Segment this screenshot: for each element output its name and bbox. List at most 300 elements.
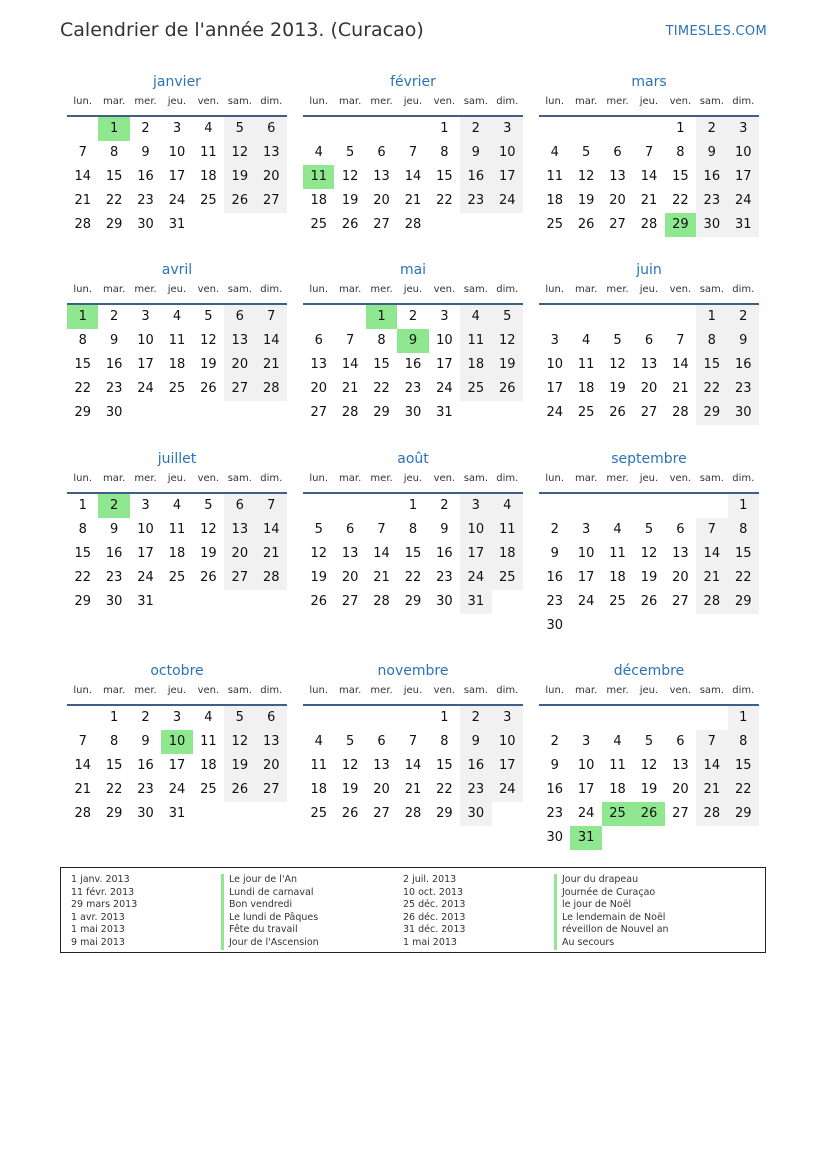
day-cell: 3 (172, 710, 182, 725)
day-cell: 16 (460, 754, 491, 778)
day-cell: 5 (644, 734, 654, 749)
month-11 (539, 661, 759, 850)
day-cell: 13 (224, 518, 255, 542)
day-cell: 19 (640, 782, 658, 797)
day-cell: 9 (460, 730, 491, 754)
day-cell: 20 (640, 381, 658, 396)
day-cell: 28 (256, 377, 287, 401)
day-cell: 18 (168, 546, 186, 561)
day-cell: 9 (397, 329, 428, 353)
day-cell: 6 (644, 333, 654, 348)
day-cell: 27 (224, 566, 255, 590)
weekday-label: jeu. (167, 284, 187, 295)
day-cell: 14 (341, 357, 359, 372)
week-row (539, 165, 759, 189)
day-cell: 16 (105, 546, 123, 561)
empty-day-cell (728, 614, 759, 638)
legend-holiday-name: Le lundi de Pâques (229, 911, 319, 923)
month-days (303, 305, 523, 425)
day-cell: 11 (609, 546, 626, 561)
day-cell: 31 (570, 826, 601, 850)
day-cell: 3 (440, 309, 449, 324)
empty-day-cell (602, 826, 633, 850)
day-cell: 15 (436, 758, 453, 773)
week-row (539, 377, 759, 401)
day-cell: 17 (577, 782, 595, 797)
weekday-label: dim. (732, 96, 755, 107)
day-cell: 17 (168, 758, 186, 773)
weekday-label: dim. (260, 96, 283, 107)
weekday-label: ven. (669, 96, 692, 107)
day-cell: 24 (546, 405, 563, 420)
month-10 (303, 661, 523, 826)
legend-holiday-name: Le jour de l'An (229, 874, 298, 885)
empty-day-cell (193, 213, 224, 237)
week-row (303, 401, 523, 425)
day-cell: 3 (141, 498, 150, 513)
weekday-label: ven. (433, 96, 456, 107)
week-row (67, 590, 287, 614)
day-cell: 15 (728, 542, 759, 566)
week-row (539, 778, 759, 802)
week-row (67, 377, 287, 401)
empty-day-cell (334, 117, 365, 141)
day-cell: 18 (546, 193, 563, 208)
empty-day-cell (633, 117, 664, 141)
day-cell: 10 (577, 758, 595, 773)
month-9 (67, 661, 287, 826)
day-cell: 29 (665, 213, 696, 237)
day-cell: 18 (492, 542, 523, 566)
legend-names-right (554, 874, 669, 950)
day-cell: 11 (200, 145, 217, 160)
day-cell: 6 (314, 333, 323, 348)
week-row (539, 518, 759, 542)
day-cell: 15 (74, 357, 91, 372)
month-name: août (397, 451, 429, 467)
day-cell: 7 (408, 734, 418, 749)
day-cell: 6 (676, 734, 685, 749)
weekday-label: ven. (197, 284, 220, 295)
day-cell: 3 (728, 117, 759, 141)
day-cell: 12 (200, 522, 217, 537)
day-cell: 20 (609, 193, 626, 208)
empty-day-cell (303, 706, 334, 730)
day-cell: 22 (696, 377, 727, 401)
empty-day-cell (224, 213, 255, 237)
day-cell: 4 (204, 121, 213, 136)
month-days (539, 117, 759, 237)
empty-day-cell (665, 494, 696, 518)
day-cell: 11 (492, 518, 523, 542)
day-cell: 26 (609, 405, 626, 420)
day-cell: 17 (728, 165, 759, 189)
day-cell: 27 (373, 217, 390, 232)
weekday-label: mer. (134, 685, 157, 696)
day-cell: 6 (377, 145, 386, 160)
empty-day-cell (256, 401, 287, 425)
weekday-label: ven. (197, 96, 220, 107)
week-row (67, 566, 287, 590)
day-cell: 16 (436, 546, 453, 561)
month-0 (67, 72, 287, 237)
day-cell: 15 (672, 169, 689, 184)
month-days (303, 117, 523, 237)
day-cell: 31 (168, 806, 186, 821)
week-row (303, 778, 523, 802)
day-cell: 17 (492, 165, 523, 189)
weekday-label: mer. (134, 284, 157, 295)
day-cell: 21 (640, 193, 658, 208)
empty-day-cell (570, 305, 601, 329)
day-cell: 26 (224, 778, 255, 802)
day-cell: 21 (373, 570, 390, 585)
day-cell: 5 (644, 522, 654, 537)
weekday-label: dim. (496, 685, 519, 696)
day-cell: 1 (67, 305, 98, 329)
month-name: septembre (611, 451, 687, 467)
day-cell: 23 (546, 594, 563, 609)
week-row (67, 706, 287, 730)
weekday-label: lun. (73, 473, 93, 484)
week-row (539, 141, 759, 165)
empty-day-cell (492, 590, 523, 614)
day-cell: 5 (314, 522, 323, 537)
weekday-label: jeu. (167, 96, 187, 107)
week-row (67, 542, 287, 566)
week-row (303, 730, 523, 754)
empty-day-cell (334, 494, 365, 518)
week-row (67, 189, 287, 213)
week-row (539, 401, 759, 425)
day-cell: 16 (546, 782, 563, 797)
empty-day-cell (460, 213, 491, 237)
day-cell: 27 (310, 405, 327, 420)
day-cell: 11 (168, 333, 186, 348)
weekday-label: mer. (370, 473, 393, 484)
day-cell: 3 (460, 494, 491, 518)
month-name: juin (636, 262, 662, 278)
month-name: décembre (613, 663, 685, 679)
legend-holiday-name: Lundi de carnaval (229, 886, 314, 898)
weekday-label: mer. (606, 685, 629, 696)
empty-day-cell (193, 590, 224, 614)
empty-day-cell (429, 213, 460, 237)
week-row (67, 117, 287, 141)
day-cell: 3 (550, 333, 559, 348)
month-days (303, 706, 523, 826)
month-name: février (390, 74, 436, 90)
day-cell: 26 (492, 377, 523, 401)
empty-day-cell (161, 590, 192, 614)
day-cell: 30 (728, 401, 759, 425)
day-cell: 8 (377, 333, 386, 348)
empty-day-cell (366, 706, 397, 730)
day-cell: 28 (74, 217, 91, 232)
day-cell: 12 (640, 546, 658, 561)
day-cell: 23 (546, 806, 563, 821)
day-cell: 16 (105, 357, 123, 372)
day-cell: 23 (137, 193, 154, 208)
week-row (303, 518, 523, 542)
day-cell: 8 (728, 518, 759, 542)
weekday-label: jeu. (639, 284, 659, 295)
day-cell: 17 (436, 357, 453, 372)
day-cell: 24 (168, 193, 186, 208)
weekday-header (539, 473, 759, 494)
empty-day-cell (303, 494, 334, 518)
weekday-label: sam. (463, 473, 488, 484)
day-cell: 12 (341, 169, 359, 184)
weekday-label: mar. (339, 473, 362, 484)
day-cell: 7 (256, 494, 287, 518)
week-row (303, 165, 523, 189)
day-cell: 4 (550, 145, 559, 160)
weekday-header (539, 284, 759, 305)
day-cell: 10 (728, 141, 759, 165)
day-cell: 2 (440, 498, 449, 513)
day-cell: 21 (256, 353, 287, 377)
day-cell: 12 (640, 758, 658, 773)
day-cell: 2 (460, 117, 491, 141)
day-cell: 6 (256, 706, 287, 730)
weekday-label: sam. (227, 96, 252, 107)
weekday-label: jeu. (167, 473, 187, 484)
weekday-label: mer. (606, 96, 629, 107)
weekday-header (67, 685, 287, 706)
day-cell: 3 (492, 117, 523, 141)
day-cell: 18 (609, 570, 626, 585)
day-cell: 26 (200, 570, 217, 585)
day-cell: 14 (696, 542, 727, 566)
weekday-label: mer. (370, 284, 393, 295)
day-cell: 12 (310, 546, 327, 561)
day-cell: 31 (728, 213, 759, 237)
day-cell: 23 (404, 381, 422, 396)
weekday-label: lun. (545, 473, 565, 484)
day-cell: 7 (644, 145, 654, 160)
legend-dates-right (403, 874, 465, 950)
empty-day-cell (303, 305, 334, 329)
day-cell: 5 (492, 305, 523, 329)
day-cell: 6 (613, 145, 622, 160)
week-row (303, 590, 523, 614)
day-cell: 8 (78, 522, 87, 537)
day-cell: 21 (341, 381, 359, 396)
day-cell: 26 (633, 802, 664, 826)
month-days (303, 494, 523, 614)
day-cell: 14 (672, 357, 689, 372)
day-cell: 10 (137, 333, 154, 348)
empty-day-cell (334, 305, 365, 329)
day-cell: 19 (609, 381, 626, 396)
weekday-label: sam. (463, 284, 488, 295)
day-cell: 18 (460, 353, 491, 377)
day-cell: 7 (696, 730, 727, 754)
weekday-label: sam. (227, 473, 252, 484)
day-cell: 8 (676, 145, 685, 160)
day-cell: 7 (78, 145, 87, 160)
day-cell: 1 (78, 498, 87, 513)
day-cell: 26 (224, 189, 255, 213)
empty-day-cell (224, 802, 255, 826)
day-cell: 3 (581, 522, 591, 537)
day-cell: 13 (341, 546, 359, 561)
day-cell: 22 (436, 782, 453, 797)
weekday-label: dim. (732, 473, 755, 484)
month-2 (539, 72, 759, 237)
week-row (303, 566, 523, 590)
day-cell: 8 (408, 522, 418, 537)
day-cell: 28 (404, 806, 422, 821)
day-cell: 4 (172, 309, 182, 324)
day-cell: 4 (172, 498, 182, 513)
day-cell: 28 (404, 217, 422, 232)
weekday-label: sam. (699, 96, 724, 107)
weekday-label: dim. (260, 473, 283, 484)
empty-day-cell (602, 706, 633, 730)
day-cell: 20 (224, 353, 255, 377)
day-cell: 12 (609, 357, 626, 372)
day-cell: 25 (168, 570, 186, 585)
day-cell: 9 (440, 522, 449, 537)
empty-day-cell (633, 494, 664, 518)
empty-day-cell (570, 117, 601, 141)
empty-day-cell (570, 494, 601, 518)
empty-day-cell (130, 401, 161, 425)
day-cell: 7 (408, 145, 418, 160)
empty-day-cell (539, 117, 570, 141)
day-cell: 19 (200, 546, 217, 561)
weekday-label: mar. (103, 284, 126, 295)
weekday-label: dim. (496, 96, 519, 107)
day-cell: 11 (168, 522, 186, 537)
day-cell: 20 (256, 754, 287, 778)
legend-holiday-name: le jour de Noël (562, 899, 632, 911)
day-cell: 20 (224, 542, 255, 566)
day-cell: 9 (109, 333, 119, 348)
day-cell: 14 (696, 754, 727, 778)
day-cell: 30 (404, 405, 422, 420)
legend-date: 31 déc. 2013 (403, 924, 466, 936)
week-row (303, 189, 523, 213)
weekday-label: mar. (575, 473, 598, 484)
week-row (67, 802, 287, 826)
day-cell: 11 (609, 758, 626, 773)
weekday-label: dim. (732, 284, 755, 295)
day-cell: 27 (341, 594, 359, 609)
empty-day-cell (602, 117, 633, 141)
empty-day-cell (67, 706, 98, 730)
day-cell: 12 (224, 730, 255, 754)
month-days (539, 305, 759, 425)
day-cell: 8 (440, 734, 449, 749)
legend-holiday-name: Journée de Curaçao (562, 886, 656, 898)
legend-holiday-name: Jour de l'Ascension (229, 936, 319, 948)
weekday-label: ven. (669, 284, 692, 295)
day-cell: 13 (609, 169, 626, 184)
day-cell: 2 (550, 734, 559, 749)
day-cell: 21 (696, 566, 727, 590)
day-cell: 26 (577, 217, 595, 232)
day-cell: 6 (256, 117, 287, 141)
day-cell: 28 (373, 594, 390, 609)
weekday-label: dim. (260, 284, 283, 295)
day-cell: 30 (546, 830, 563, 845)
day-cell: 30 (137, 806, 154, 821)
weekday-label: mar. (103, 96, 126, 107)
day-cell: 13 (373, 758, 390, 773)
day-cell: 7 (377, 522, 386, 537)
day-cell: 15 (696, 353, 727, 377)
day-cell: 25 (460, 377, 491, 401)
day-cell: 30 (105, 594, 123, 609)
weekday-label: dim. (732, 685, 755, 696)
day-cell: 7 (256, 305, 287, 329)
day-cell: 15 (373, 357, 390, 372)
day-cell: 17 (492, 754, 523, 778)
empty-day-cell (633, 305, 664, 329)
weekday-label: lun. (73, 96, 93, 107)
empty-day-cell (256, 802, 287, 826)
day-cell: 10 (577, 546, 595, 561)
day-cell: 10 (460, 518, 491, 542)
legend-date: 25 déc. 2013 (403, 899, 466, 911)
weekday-label: ven. (669, 685, 692, 696)
week-row (539, 566, 759, 590)
day-cell: 24 (577, 594, 595, 609)
week-row (67, 305, 287, 329)
legend-names-left (221, 874, 319, 950)
empty-day-cell (492, 213, 523, 237)
day-cell: 22 (436, 193, 453, 208)
day-cell: 26 (640, 594, 658, 609)
weekday-label: dim. (496, 284, 519, 295)
day-cell: 21 (256, 542, 287, 566)
day-cell: 7 (676, 333, 685, 348)
month-days (67, 494, 287, 614)
day-cell: 14 (74, 758, 91, 773)
month-name: juillet (157, 451, 197, 467)
week-row (67, 165, 287, 189)
weekday-label: lun. (309, 284, 329, 295)
day-cell: 30 (460, 802, 491, 826)
weekday-label: mar. (575, 685, 598, 696)
day-cell: 14 (74, 169, 91, 184)
day-cell: 9 (728, 329, 759, 353)
day-cell: 22 (728, 778, 759, 802)
day-cell: 25 (168, 381, 186, 396)
day-cell: 27 (256, 189, 287, 213)
empty-day-cell (366, 117, 397, 141)
day-cell: 24 (492, 778, 523, 802)
weekday-label: sam. (463, 685, 488, 696)
month-3 (67, 260, 287, 425)
day-cell: 22 (728, 566, 759, 590)
brand-logo-text[interactable]: TIMESLES.COM (665, 24, 767, 39)
day-cell: 16 (404, 357, 422, 372)
weekday-header (67, 284, 287, 305)
week-row (303, 754, 523, 778)
day-cell: 27 (256, 778, 287, 802)
week-row (539, 189, 759, 213)
week-row (303, 542, 523, 566)
weekday-header (303, 284, 523, 305)
empty-day-cell (602, 305, 633, 329)
day-cell: 9 (550, 758, 559, 773)
day-cell: 10 (161, 730, 192, 754)
day-cell: 29 (696, 401, 727, 425)
